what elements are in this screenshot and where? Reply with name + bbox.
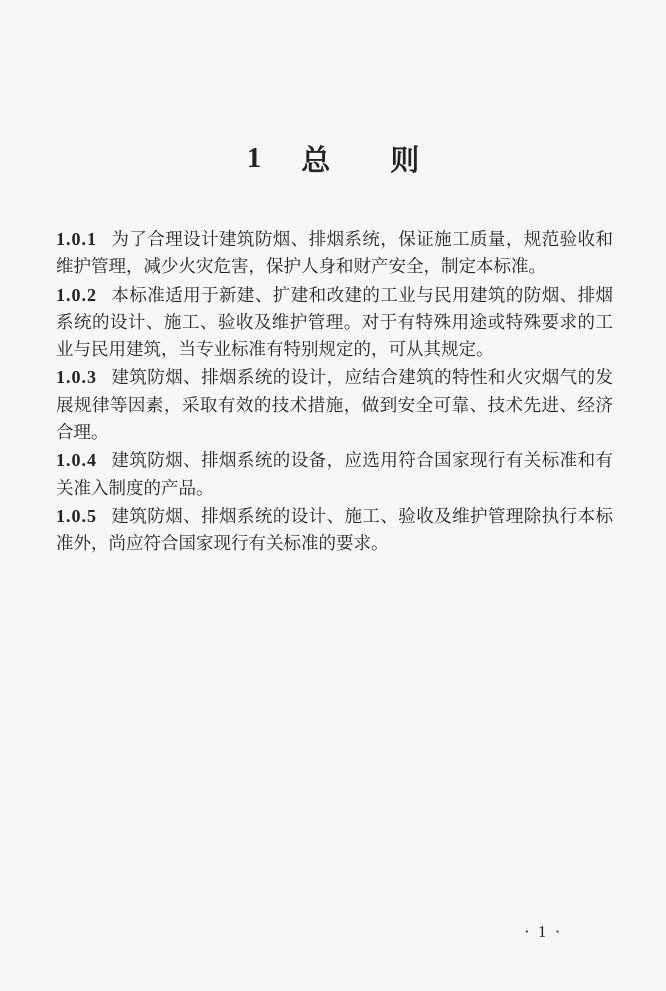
clause-text: 建筑防烟、排烟系统的设计，应结合建筑的特性和火灾烟气的发展规律等因素，采取有效的技术措施，做到安全可靠、技术先进、经济合理。 xyxy=(56,368,613,444)
chapter-title xyxy=(301,138,419,179)
clause-text: 本标准适用于新建、扩建和改建的工业与民用建筑的防烟、排烟系统的设计、施工、验收及维护管理。对于有特殊用途或特殊要求的工业与民用建筑，当专业标准有特别规定的，可从其规定。 xyxy=(56,285,613,361)
clause-1-0-5 xyxy=(56,503,613,559)
clause-text: 建筑防烟、排烟系统的设备，应选用符合国家现行有关标准和有关准入制度的产品。 xyxy=(56,451,613,499)
clause-text: 为了合理设计建筑防烟、排烟系统，保证施工质量，规范验收和维护管理，减少火灾危害，保护人身和财产安全，制定本标准。 xyxy=(56,230,613,278)
clause-number: 1.0.1 xyxy=(56,229,97,249)
clause-text: 建筑防烟、排烟系统的设计、施工、验收及维护管理除执行本标准外，尚应符合国家现行有关标准的要求。 xyxy=(56,506,613,555)
clause-number: 1.0.5 xyxy=(56,505,97,526)
page-number: · 1 · xyxy=(524,922,563,941)
clause-1-0-1 xyxy=(56,226,613,282)
chapter-body xyxy=(56,226,613,559)
clause-number: 1.0.2 xyxy=(56,284,97,305)
clause-number: 1.0.4 xyxy=(56,450,97,471)
chapter-heading xyxy=(0,138,666,178)
clause-number: 1.0.3 xyxy=(56,367,97,388)
chapter-number: 1 xyxy=(246,141,262,174)
clause-1-0-3 xyxy=(56,364,613,447)
clause-1-0-2 xyxy=(56,282,613,365)
chapter-title-char-1: 总 xyxy=(301,142,331,177)
chapter-title-char-2: 则 xyxy=(390,142,420,177)
clause-1-0-4 xyxy=(56,447,613,503)
